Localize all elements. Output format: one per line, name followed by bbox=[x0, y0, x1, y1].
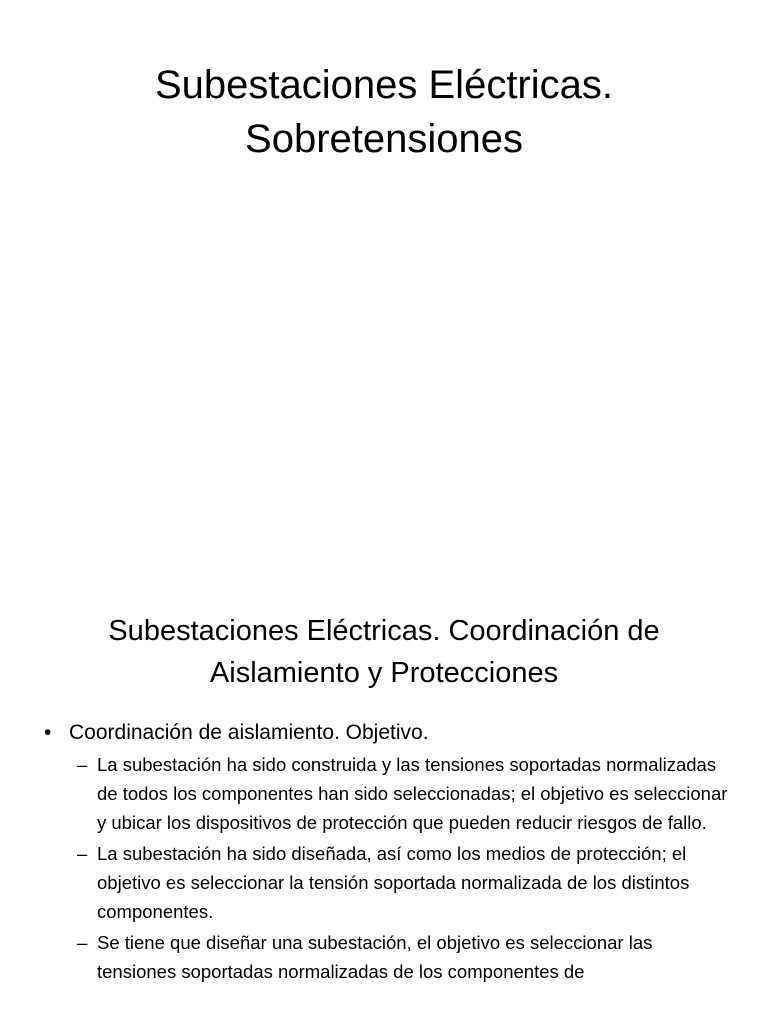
slide-1-title-line-2: Sobretensiones bbox=[245, 117, 523, 161]
dash-marker: – bbox=[77, 754, 88, 775]
sub-bullet-item bbox=[77, 750, 732, 837]
slide-2-title-line-2: Aislamiento y Protecciones bbox=[209, 657, 559, 689]
sub-bullet-text: La subestación ha sido construida y las tensiones soportadas normalizadas de todos los componentes han sido seleccionadas; el objetivo es seleccionar y ubicar los dispositivos de protección que pueden reducir riesgos de fallo. bbox=[97, 754, 728, 833]
sub-bullet-text: La subestación ha sido diseñada, así como los medios de protección; el objetivo es seleccionar la tensión soportada normalizada de los distintos componentes. bbox=[97, 843, 690, 922]
slide-2-title-line-1: Subestaciones Eléctricas. Coordinación de bbox=[108, 615, 660, 647]
dash-marker: – bbox=[77, 932, 88, 953]
dash-marker: – bbox=[77, 843, 88, 864]
slide-1-title bbox=[40, 58, 728, 166]
sub-bullet-list bbox=[77, 750, 732, 986]
bullet-item bbox=[44, 718, 732, 748]
sub-bullet-item bbox=[77, 839, 732, 926]
slide-2 bbox=[0, 576, 768, 1024]
slide-1-title-line-1: Subestaciones Eléctricas. bbox=[154, 63, 613, 107]
bullet-marker: • bbox=[44, 721, 52, 744]
sub-bullet-text: Se tiene que diseñar una subestación, el objetivo es seleccionar las tensiones soportadas normalizadas de los componentes de bbox=[97, 932, 653, 982]
slide-2-title bbox=[40, 610, 728, 694]
bullet-text: Coordinación de aislamiento. Objetivo. bbox=[69, 721, 429, 744]
slide-2-content bbox=[44, 718, 732, 988]
sub-bullet-item bbox=[77, 928, 732, 986]
